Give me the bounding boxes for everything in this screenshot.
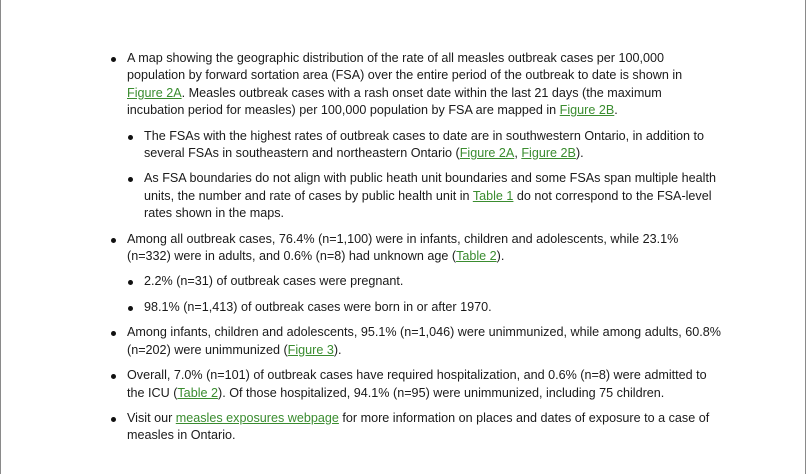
bullet-text: . — [614, 103, 618, 118]
reference-link[interactable]: measles exposures webpage — [175, 410, 339, 425]
bullet-text: As FSA boundaries do not align with public heath unit boundaries and some FSAs span multiple health units, the number and rate of cases by public health unit in — [144, 171, 716, 203]
bullet-dot-icon — [128, 177, 133, 182]
reference-link[interactable]: Figure 2A — [459, 146, 515, 161]
bullet-item — [109, 231, 721, 266]
reference-link[interactable]: Figure 2B — [521, 146, 576, 161]
bullet-dot-icon — [111, 417, 116, 422]
sub-bullet-item — [109, 170, 721, 222]
sub-bullet-item — [109, 299, 721, 316]
bullet-text: ). Of those hospitalized, 94.1% (n=95) were unimmunized, including 75 children. — [218, 385, 665, 400]
bullet-text: ). — [575, 146, 584, 161]
reference-link[interactable]: Figure 3 — [287, 342, 334, 357]
reference-link[interactable]: Figure 2B — [559, 103, 615, 118]
reference-link[interactable]: Table 1 — [472, 188, 514, 203]
reference-link[interactable]: Table 2 — [456, 249, 497, 264]
bullet-dot-icon — [128, 280, 133, 285]
bullet-text: Among all outbreak cases, 76.4% (n=1,100) were in infants, children and adolescents, while 23.1% (n=332) were in adults, and 0.6% (n=8) had unknown age ( — [127, 231, 679, 264]
bullet-dot-icon — [111, 238, 116, 243]
bullet-item — [109, 367, 721, 402]
sub-bullet-item — [109, 128, 721, 163]
bullet-text: ). — [496, 249, 505, 264]
sub-bullet-item — [109, 273, 721, 290]
bullet-text: The FSAs with the highest rates of outbreak cases to date are in southwestern Ontario, in addition to several FSAs in southeastern and northeastern Ontario ( — [144, 128, 705, 161]
bullet-dot-icon — [128, 135, 133, 140]
bullet-text: ). — [333, 342, 342, 357]
bullet-dot-icon — [128, 306, 133, 311]
bullet-item — [109, 50, 721, 120]
bullet-text: Among infants, children and adolescents, 95.1% (n=1,046) were unimmunized, while among adults, 60.8% (n=202) were unimmunized ( — [127, 325, 722, 357]
bullet-text: Overall, 7.0% (n=101) of outbreak cases have required hospitalization, and 0.6% (n=8) were admitted to the ICU ( — [127, 368, 707, 400]
bullet-item — [109, 324, 721, 359]
bullet-text: , — [514, 146, 522, 161]
bullet-text: 98.1% (n=1,413) of outbreak cases were born in or after 1970. — [144, 299, 492, 314]
bullet-text: A map showing the geographic distribution of the rate of all measles outbreak cases per 100,000 population by forward sortation area (FSA) over the entire period of the outbreak to date is shown in — [127, 51, 683, 83]
bullet-text: for more information on places and dates of exposure to a case of measles in Ontario. — [127, 410, 710, 443]
bullet-item — [109, 410, 721, 445]
bullet-dot-icon — [111, 331, 116, 336]
bullet-list — [109, 50, 721, 453]
reference-link[interactable]: Table 2 — [177, 385, 218, 400]
bullet-text: . Measles outbreak cases with a rash onset date within the last 21 days (the maximum incubation period for measles) per 100,000 population by FSA are mapped in — [127, 85, 662, 118]
reference-link[interactable]: Figure 2A — [127, 85, 182, 100]
bullet-text: 2.2% (n=31) of outbreak cases were pregnant. — [144, 274, 404, 289]
bullet-text: Visit our — [127, 410, 176, 425]
bullet-text: do not correspond to the FSA-level rates shown in the maps. — [144, 188, 712, 221]
bullet-dot-icon — [111, 57, 116, 62]
bullet-dot-icon — [111, 374, 116, 379]
